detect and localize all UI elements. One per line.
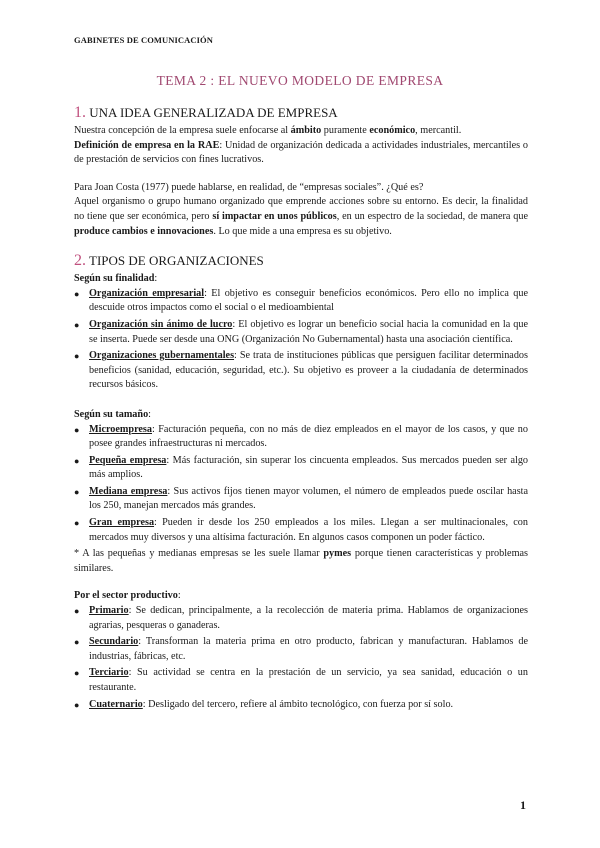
bullet-icon: ●: [74, 424, 80, 435]
subsection-label: Según su tamaño:: [74, 408, 152, 420]
running-header: GABINETES DE COMUNICACIÓN: [74, 35, 213, 45]
bullet-icon: ●: [74, 606, 80, 617]
list-item: ● Pequeña empresa: Más facturación, sin superar los cincuenta empleados. Sus mercados pueden ser algo más amplios.: [74, 454, 529, 481]
bullet-icon: ●: [74, 455, 80, 466]
paragraph: Definición de empresa en la RAE: Unidad de organización dedicada a actividades industriales, mercantiles o de prestación de servicios con fines lucrativos.: [74, 139, 529, 166]
list-item: ● Primario: Se dedican, principalmente, a la recolección de materia prima. Hablamos de organizaciones agrarias, pesqueras o ganaderas.: [74, 605, 528, 631]
bullet-icon: ●: [74, 668, 80, 679]
list-item: ● Gran empresa: Pueden ir desde los 250 empleados a los miles. Llegan a ser multinacionales, con mercados muy diversos y una altísima facturación. En algunos casos componen un poder fáctico.: [74, 517, 528, 543]
document-title: TEMA 2 : EL NUEVO MODELO DE EMPRESA: [156, 73, 444, 88]
list-item: ● Microempresa: Facturación pequeña, con no más de diez empleados en el mayor de los casos, y que no posee grandes infraestructuras ni mercados.: [74, 423, 528, 450]
paragraph: Nuestra concepción de la empresa suele enfocarse al ámbito puramente económico, mercantil.: [74, 125, 462, 136]
bullet-icon: ●: [74, 637, 80, 648]
section-title: UNA IDEA GENERALIZADA DE EMPRESA: [89, 105, 338, 120]
list-item: ● Organización empresarial: El objetivo es conseguir beneficios económicos. Pero ello no implica que descuide otros impactos como el social o el medioambiental: [74, 287, 528, 314]
paragraph: Aquel organismo o grupo humano organizado que emprende acciones sobre su entorno. Es decir, la finalidad no tiene que ser económica, pero sí impactar en unos públicos, en un espectro de la sociedad, de manera que produce cambios e innovaciones. Lo que mide a una empresa es su objetivo.: [74, 196, 528, 237]
bullet-icon: ●: [74, 518, 80, 529]
section-number: 2.: [74, 252, 86, 270]
subsection-label: Según su finalidad:: [74, 273, 158, 285]
footnote-pymes: * A las pequeñas y medianas empresas se les suele llamar pymes porque tienen características y problemas similares.: [74, 548, 528, 574]
bullet-icon: ●: [74, 319, 80, 330]
list-item: ● Mediana empresa: Sus activos fijos tienen mayor volumen, el número de empleados puede oscilar hasta los 250, manejan mercados más grandes.: [74, 485, 529, 512]
list-item: ● Terciario: Su actividad se centra en la prestación de un servicio, ya sea sanidad, educación o un restaurante.: [74, 667, 528, 693]
section-number: 1.: [74, 104, 86, 121]
document-body: [74, 104, 528, 714]
paragraph: Para Joan Costa (1977) puede hablarse, en realidad, de “empresas sociales”. ¿Qué es?: [74, 181, 424, 193]
section-heading-1: [74, 104, 528, 121]
list-item: ● Secundario: Transforman la materia prima en otro producto, fabrican y manufacturan. Hablamos de industrias, fábricas, etc.: [74, 636, 528, 662]
bullet-icon: ●: [74, 351, 80, 362]
bullet-icon: ●: [74, 486, 80, 497]
section-heading-2: [74, 252, 528, 269]
list-finalidad: [74, 287, 528, 393]
list-item: ● Organización sin ánimo de lucro: El objetivo es lograr un beneficio social hacia la comunidad en la que se inserta. Puede ser desde una ONG (Organización No Gubernamental) hasta una asociación científica.: [74, 318, 529, 345]
subsection-label: Por el sector productivo:: [74, 590, 181, 602]
list-tamano: [74, 423, 528, 546]
list-item: ● Organizaciones gubernamentales: Se trata de instituciones públicas que persiguen facilitar determinados beneficios (sanidad, educación, seguridad, etc.). Su objetivo es proveer a la ciudadanía de determinados recursos básicos.: [74, 350, 528, 391]
bullet-icon: ●: [74, 288, 80, 299]
section-title: TIPOS DE ORGANIZACIONES: [89, 253, 264, 269]
list-item: ● Cuaternario: Desligado del tercero, refiere al ámbito tecnológico, con fuerza por sí solo.: [74, 698, 528, 713]
bullet-icon: ●: [74, 699, 80, 710]
list-sector: [74, 604, 528, 712]
page-number: 1: [520, 798, 526, 812]
